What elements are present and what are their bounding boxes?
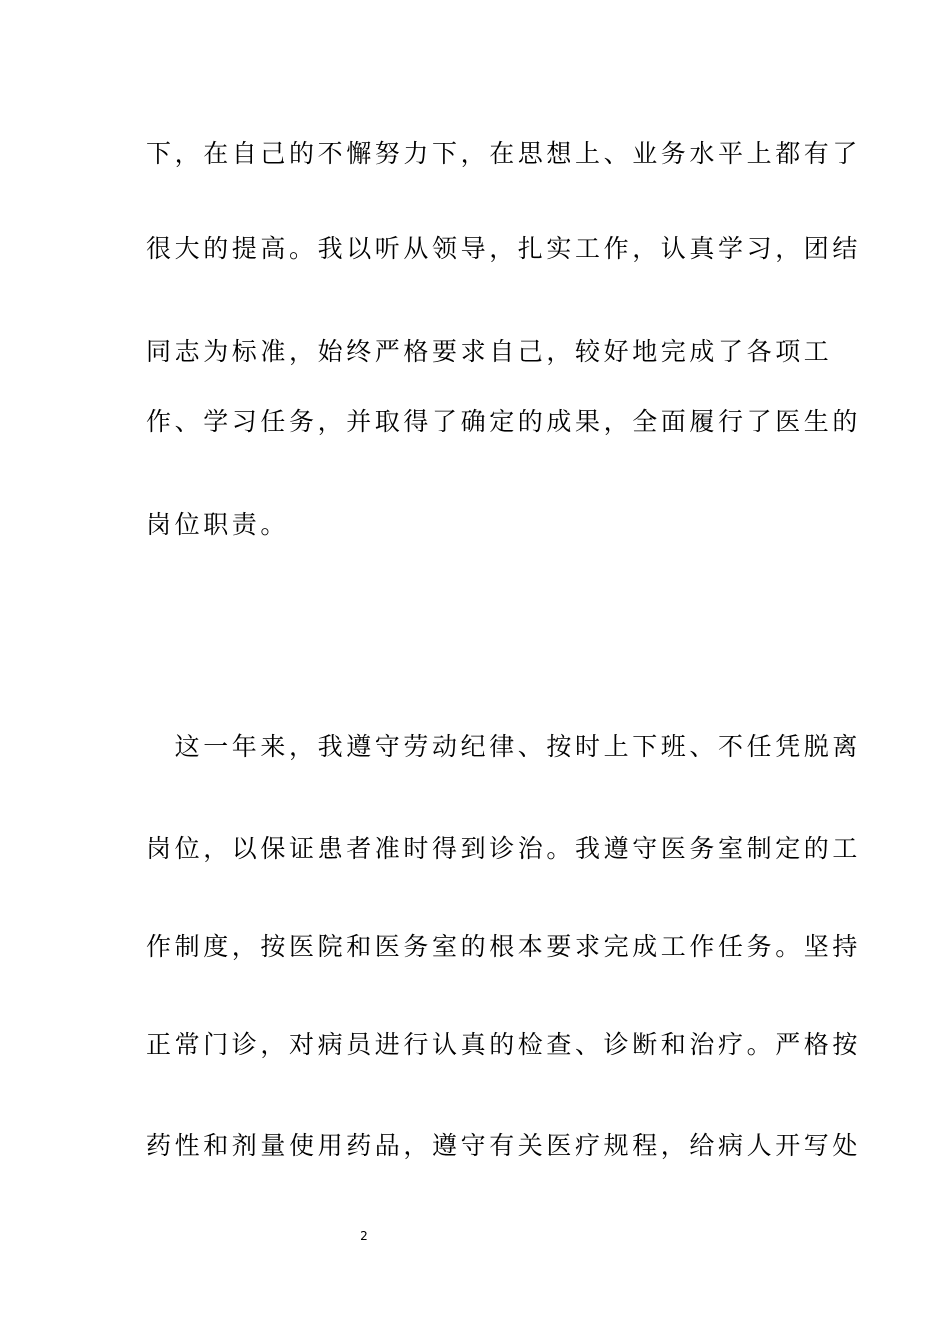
paragraph-2-line-1: 这一年来，我遵守劳动纪律、按时上下班、不任凭脱离	[146, 732, 862, 761]
paragraph-1-line-2: 很大的提高。我以听从领导，扎实工作，认真学习，团结	[146, 234, 862, 263]
page-number: 2	[360, 1229, 368, 1243]
paragraph-2-line-4: 正常门诊，对病员进行认真的检查、诊断和治疗。严格按	[146, 1030, 862, 1059]
paragraph-1-line-4: 作、学习任务，并取得了确定的成果，全面履行了医生的	[146, 407, 862, 436]
paragraph-2-line-5: 药性和剂量使用药品，遵守有关医疗规程，给病人开写处	[146, 1131, 862, 1160]
paragraph-1-line-1: 下，在自己的不懈努力下，在思想上、业务水平上都有了	[146, 139, 862, 168]
paragraph-2-line-2: 岗位，以保证患者准时得到诊治。我遵守医务室制定的工	[146, 834, 862, 863]
paragraph-2-line-3: 作制度，按医院和医务室的根本要求完成工作任务。坚持	[146, 932, 862, 961]
paragraph-1-line-5: 岗位职责。	[146, 510, 290, 539]
paragraph-1-line-3: 同志为标准，始终严格要求自己，较好地完成了各项工	[146, 337, 833, 366]
